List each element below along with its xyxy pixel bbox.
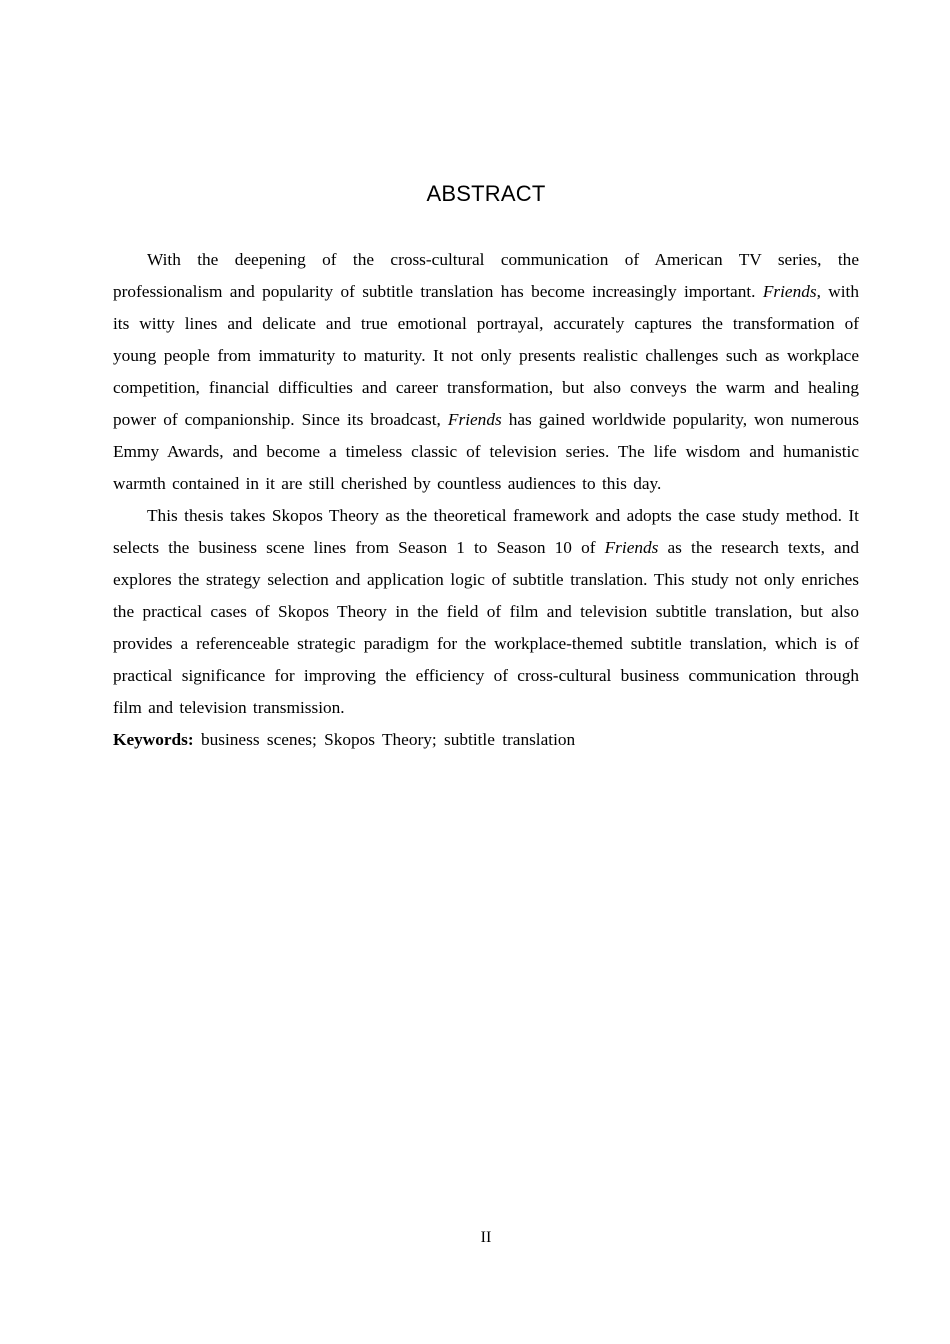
series-title-italic: Friends <box>762 282 817 301</box>
keywords-line <box>113 724 859 756</box>
abstract-paragraph-1 <box>113 244 859 500</box>
series-title-italic: Friends <box>604 538 659 557</box>
keywords-list: business scenes; Skopos Theory; subtitle translation <box>200 730 576 749</box>
paragraph-text: , with its witty lines and delicate and true emotional portrayal, accurately captures the transformation of young people from immaturity to maturity. It not only presents realistic challenges such as workplace competition, financial difficulties and career transformation, but also conveys the warm and healing power of companionship. Since its broadcast, <box>113 282 859 429</box>
page-number: II <box>480 1229 492 1246</box>
abstract-heading: ABSTRACT <box>426 181 546 206</box>
paragraph-text: This thesis takes Skopos Theory as the theoretical framework and adopts the case study method. It selects the business scene lines from Season 1 to Season 10 of <box>113 506 859 557</box>
abstract-paragraph-2 <box>113 500 859 724</box>
paragraph-text: has gained worldwide popularity, won numerous Emmy Awards, and become a timeless classic of television series. The life wisdom and humanistic warmth contained in it are still cherished by countless audiences to this day. <box>113 410 859 493</box>
keywords-label: Keywords: <box>113 730 194 749</box>
paragraph-text: With the deepening of the cross-cultural communication of American TV series, the professionalism and popularity of subtitle translation has become increasingly important. <box>113 250 859 301</box>
series-title-italic: Friends <box>447 410 502 429</box>
paragraph-text: as the research texts, and explores the strategy selection and application logic of subtitle translation. This study not only enriches the practical cases of Skopos Theory in the field of film and television subtitle translation, but also provides a referenceable strategic paradigm for the workplace-themed subtitle translation, which is of practical significance for improving the efficiency of cross-cultural business communication through film and television transmission. <box>113 538 860 717</box>
abstract-body <box>113 244 859 756</box>
